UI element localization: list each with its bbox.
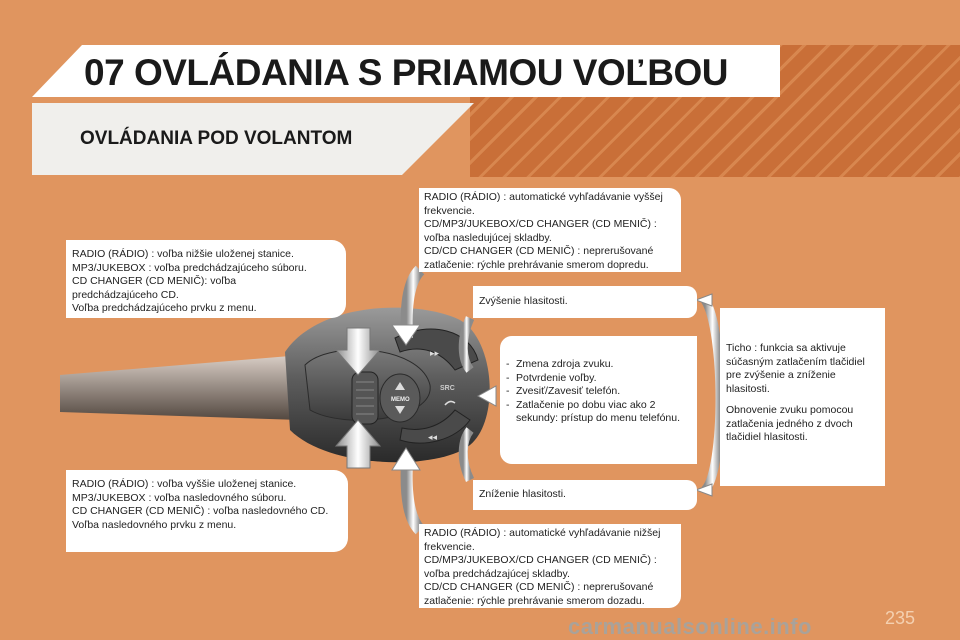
forward-icon: ▸▸ — [430, 348, 440, 358]
box-mute: Ticho : funkcia sa aktivuje súčasným zatlačením tlačidiel pre zvýšenie a zníženie hlasitosti. Obnovenie zvuku pomocou zatlačenia jedného z dvoch tlačidiel hlasitosti. — [720, 308, 885, 486]
box-next-station: RADIO (RÁDIO) : voľba vyššie uloženej stanice. MP3/JUKEBOX : voľba nasledovného súboru. CD CHANGER (CD MENIČ) : voľba nasledovného CD. Voľba nasledovného prvku z menu. — [66, 470, 348, 552]
page-title: 07 OVLÁDANIA S PRIAMOU VOĽBOU — [84, 52, 729, 93]
box-search-down: RADIO (RÁDIO) : automatické vyhľadávanie nižšej frekvencie. CD/MP3/JUKEBOX/CD CHANGER (CD MENIČ) : voľba predchádzajúcej skladby. CD/CD CHANGER (CD MENIČ) : neprerušované zatlačenie: rýchle prehrávanie smerom dozadu. — [419, 524, 681, 608]
box-search-up: RADIO (RÁDIO) : automatické vyhľadávanie vyššej frekvencie. CD/MP3/JUKEBOX/CD CHANGER (CD MENIČ) : voľba nasledujúcej skladby. CD/CD CHANGER (CD MENIČ) : neprerušované zatlačenie: rýchle prehrávanie smerom dopredu. — [419, 188, 681, 272]
page-number: 235 — [885, 608, 916, 628]
box-source-select: - Zmena zdroja zvuku. - Potvrdenie voľby. - Zvesiť/Zavesiť telefón. - Zatlačenie po dobu viac ako 2 sekundy: prístup do menu telefónu. — [500, 336, 697, 464]
section-subtitle: OVLÁDANIA POD VOLANTOM — [80, 128, 353, 149]
box-volume-down: Zníženie hlasitosti. — [473, 480, 697, 510]
box-volume-up: Zvýšenie hlasitosti. — [473, 286, 697, 318]
rewind-icon: ◂◂ — [428, 432, 438, 442]
src-label: SRC — [440, 385, 455, 392]
box-previous-station: RADIO (RÁDIO) : voľba nižšie uloženej stanice. MP3/JUKEBOX : voľba predchádzajúceho súboru. CD CHANGER (CD MENIČ): voľba predchádzajúceho CD. Voľba predchádzajúceho prvku z menu. — [66, 240, 346, 318]
memo-label: MEMO — [391, 397, 410, 403]
watermark: carmanualsonline.info — [568, 614, 812, 639]
